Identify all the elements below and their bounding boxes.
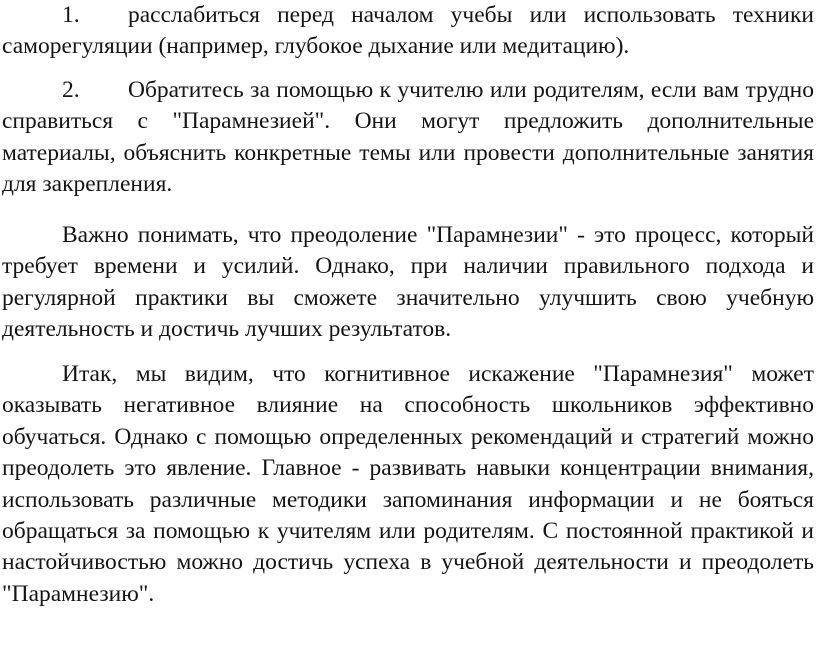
paragraph-process: Важно понимать, что преодоление "Парамнезии" - это процесс, который требует времени и усилий. Однако, при наличии правильного подхода и регулярной практики вы сможете значительно улучшить свою учебную деятельность и достичь лучших результатов. xyxy=(2,222,814,343)
list-text-2: Обратитесь за помощью к учителю или родителям, если вам трудно справиться с "Парамнезией". Они могут предложить дополнительные материалы, объяснить конкретные темы или провести дополнительные занятия для закрепления. xyxy=(2,77,814,198)
list-number-1: 1. xyxy=(62,2,80,28)
list-item-2 xyxy=(2,75,814,201)
list-text-1: расслабиться перед началом учебы или использовать техники саморегуляции (например, глубокое дыхание или медитацию). xyxy=(2,2,814,60)
list-number-2: 2. xyxy=(62,77,80,103)
list-item-1 xyxy=(2,0,814,63)
paragraph-conclusion: Итак, мы видим, что когнитивное искажение "Парамнезия" может оказывать негативное влияние на способность школьников эффективно обучаться. Однако с помощью определенных рекомендаций и стратегий можно преодолеть это явление. Главное - развивать навыки концентрации внимания, использовать различные методики запоминания информации и не бояться обращаться за помощью к учителям или родителям. С постоянной практикой и настойчивостью можно достичь успеха в учебной деятельности и преодолеть "Парамнезию". xyxy=(2,361,814,607)
